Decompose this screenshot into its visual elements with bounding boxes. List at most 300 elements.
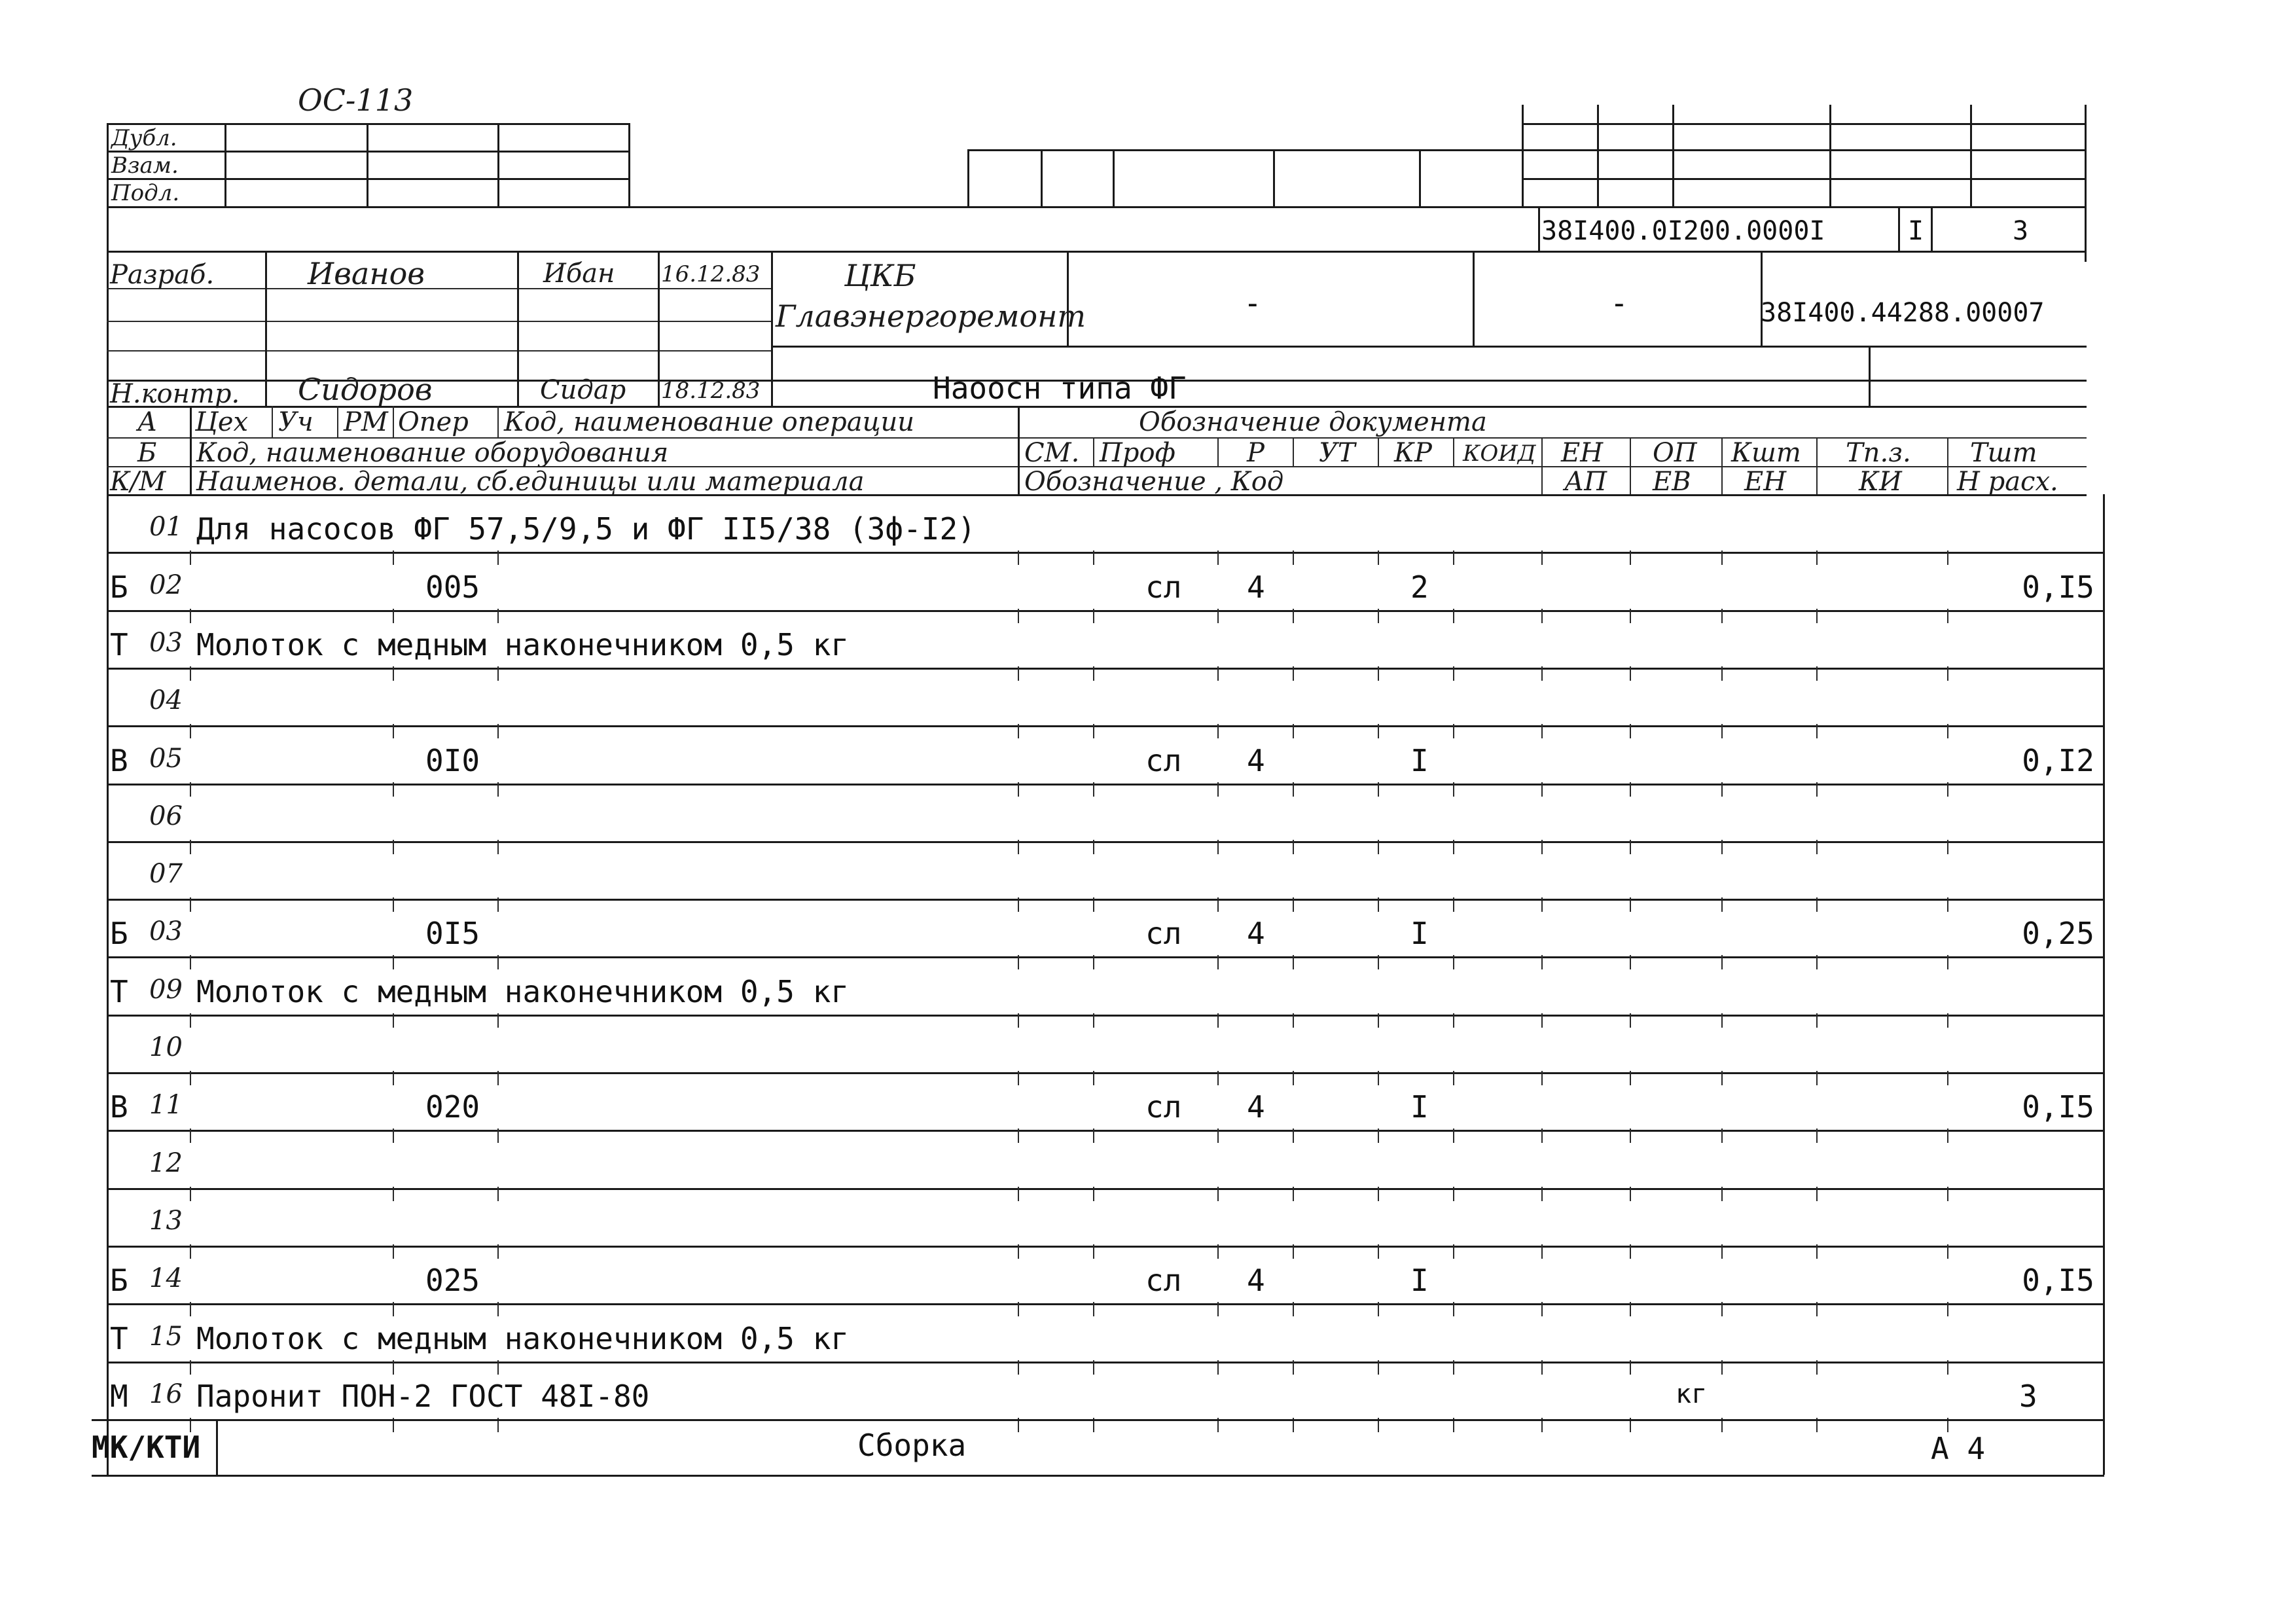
row-qty: 3 [2019,1378,2037,1414]
hdr-equip: Код, наименование оборудования [196,438,669,468]
row-tick [497,782,499,797]
row-tick [1093,550,1094,565]
row-tick [1947,1013,1948,1028]
row-line [107,1188,2103,1190]
hdr-ki: КИ [1859,467,1902,497]
row-line [107,1072,2103,1074]
developer-date: 16.12.83 [661,261,761,287]
hdr-designation: Обозначение , Код [1024,467,1284,497]
hdr-tpz: Тп.з. [1846,438,1911,468]
row-kr: I [1410,916,1429,952]
row-tick [1453,1128,1454,1143]
row-tick [1947,955,1948,969]
row-type: Т [110,626,128,662]
row-tick [1217,1128,1219,1143]
row-tick [1630,1071,1631,1085]
row-tick [393,897,394,912]
row-tick [1721,1013,1723,1028]
row-tick [393,782,394,797]
doc-rev: I [1908,216,1924,246]
norm-date: 18.12.83 [661,378,761,404]
row-tick [497,897,499,912]
row-tick [1816,897,1818,912]
row-tick [1453,897,1454,912]
row-tick [1453,1360,1454,1375]
row-tick [1541,609,1543,623]
row-tick [1721,1071,1723,1085]
row-operation-code: 005 [425,569,480,605]
row-tick [1378,609,1379,623]
row-tick [1816,609,1818,623]
row-tick [1453,1244,1454,1259]
row-number: 15 [149,1321,183,1352]
row-tick [393,1128,394,1143]
row-tick [1541,840,1543,854]
row-tick [1093,724,1094,738]
product-code: 38I400.44288.00007 [1761,298,2045,328]
row-kr: I [1410,1263,1429,1299]
row-kr: I [1410,1089,1429,1125]
row-tick [1293,1071,1294,1085]
format: А 4 [1931,1431,1986,1466]
row-text: Паронит ПОН-2 ГОСТ 48I-80 [196,1378,650,1414]
row-tick [190,1013,191,1028]
row-tick [1018,1302,1019,1316]
row-line [107,610,2103,612]
row-tick [1947,666,1948,681]
row-tick [497,1013,499,1028]
row-tick [393,1360,394,1375]
row-tick [1293,609,1294,623]
row-tick [1947,840,1948,854]
hdr-ap: АП [1564,467,1607,497]
row-tick [1018,897,1019,912]
row-tick [190,897,191,912]
row-tick [1453,1187,1454,1201]
row-tick [1630,1187,1631,1201]
row-tsht: 0,I5 [2022,1089,2094,1125]
row-tick [1947,1302,1948,1316]
row-tick [1293,550,1294,565]
row-line [107,784,2103,785]
row-tick [190,1302,191,1316]
hdr-oper: Опер [398,407,469,437]
hdr-a: А [137,407,158,437]
row-kr: 2 [1410,569,1429,605]
row-line [107,1362,2103,1363]
row-tick [1217,840,1219,854]
row-type: Т [110,973,128,1009]
hdr-ksht: Кшт [1731,438,1801,468]
row-tick [1093,782,1094,797]
row-line [107,552,2103,554]
hdr-ut: УТ [1319,438,1355,468]
row-tick [1378,840,1379,854]
row-tick [497,1071,499,1085]
row-type: Т [110,1320,128,1356]
row-tick [1018,1013,1019,1028]
row-r: 4 [1247,742,1265,778]
row-tick [1816,1013,1818,1028]
row-type: В [110,1089,128,1125]
doc-code: 38I400.0I200.0000I [1541,216,1825,246]
row-number: 02 [149,569,183,600]
row-prof: сл [1145,1089,1182,1125]
row-tick [1541,955,1543,969]
row-prof: сл [1145,569,1182,605]
row-operation-code: 0I5 [425,916,480,952]
row-tick [1018,609,1019,623]
row-tick [1093,1071,1094,1085]
hdr-en: ЕН [1561,438,1604,468]
row-tick [1378,1071,1379,1085]
row-prof: сл [1145,742,1182,778]
stamp-label-dubl: Дубл. [111,125,177,151]
row-line [107,668,2103,670]
row-tick [1217,550,1219,565]
hdr-r: Р [1247,438,1265,468]
row-tick [1630,897,1631,912]
row-tick [1816,1071,1818,1085]
row-line [107,956,2103,958]
row-tick [1217,955,1219,969]
row-r: 4 [1247,1089,1265,1125]
row-tick [497,955,499,969]
row-tick [1541,1244,1543,1259]
row-tick [1293,1187,1294,1201]
row-tick [1217,609,1219,623]
row-tick [1217,1244,1219,1259]
row-tick [1217,1013,1219,1028]
row-tick [1541,897,1543,912]
row-tick [497,609,499,623]
norm-name: Сидоров [298,372,433,407]
row-tick [190,1244,191,1259]
row-number: 03 [149,916,183,947]
row-number: 06 [149,801,183,831]
row-text: Для насосов ФГ 57,5/9,5 и ФГ II5/38 (3ф-I2) [196,511,976,547]
row-tick [1018,782,1019,797]
row-tick [1630,1302,1631,1316]
row-tick [1293,666,1294,681]
row-tick [1541,1360,1543,1375]
row-tick [1453,609,1454,623]
row-tick [1947,724,1948,738]
row-tick [1093,609,1094,623]
row-tick [393,609,394,623]
row-tick [1217,1071,1219,1085]
row-tick [1630,666,1631,681]
norm-sign: Сидар [540,375,626,405]
row-tick [497,1128,499,1143]
row-line [107,725,2103,727]
row-tick [1378,1302,1379,1316]
dash-1: - [1244,285,1262,321]
row-tick [1947,782,1948,797]
row-r: 4 [1247,1263,1265,1299]
row-tick [1018,550,1019,565]
row-text: Молоток с медным наконечником 0,5 кг [196,973,849,1009]
row-tick [1816,1302,1818,1316]
row-tick [190,1360,191,1375]
row-tick [1816,1128,1818,1143]
row-operation-code: 020 [425,1089,480,1125]
row-tick [1093,1128,1094,1143]
row-number: 13 [149,1205,183,1236]
row-type: Б [110,916,128,952]
row-tick [1093,1013,1094,1028]
row-tick [1947,1244,1948,1259]
hdr-rm: РМ [344,407,388,437]
row-tick [190,1071,191,1085]
row-type: Б [110,569,128,605]
hdr-kr: КР [1394,438,1432,468]
row-tick [393,666,394,681]
row-tick [1721,782,1723,797]
hdr-op-name: Код, наименование операции [504,407,915,437]
row-tick [1378,1128,1379,1143]
row-line [107,1015,2103,1017]
row-number: 12 [149,1147,183,1178]
row-tick [1018,840,1019,854]
row-tick [190,840,191,854]
row-tick [1293,1360,1294,1375]
row-tick [1378,724,1379,738]
row-tick [1816,1360,1818,1375]
row-tick [1453,840,1454,854]
row-tick [497,1302,499,1316]
row-tick [1217,1187,1219,1201]
row-tick [190,782,191,797]
row-tick [1293,1302,1294,1316]
row-tick [1630,1013,1631,1028]
row-tick [1630,1244,1631,1259]
row-tick [1093,1187,1094,1201]
hdr-ceh: Цех [195,407,249,437]
row-tick [190,955,191,969]
row-number: 01 [149,512,183,543]
row-tick [1541,1187,1543,1201]
row-tick [1947,1187,1948,1201]
row-tick [393,1187,394,1201]
row-text: Молоток с медным наконечником 0,5 кг [196,626,849,662]
row-tsht: 0,I2 [2022,742,2094,778]
row-tick [1630,782,1631,797]
stamp-label-vzam: Взам. [111,153,179,179]
row-tick [1453,1013,1454,1028]
row-line [107,1303,2103,1305]
row-tick [1816,840,1818,854]
row-tick [1947,609,1948,623]
row-tick [1378,666,1379,681]
row-tick [1721,724,1723,738]
row-tick [1816,1187,1818,1201]
row-tick [1453,782,1454,797]
row-tick [1947,550,1948,565]
hdr-eh: ЕН [1744,467,1787,497]
row-tick [1721,1360,1723,1375]
row-tick [1947,1071,1948,1085]
row-tick [1378,1187,1379,1201]
row-tick [1217,782,1219,797]
row-tick [1630,1360,1631,1375]
row-unit: кг [1676,1379,1708,1409]
row-type: В [110,742,128,778]
row-number: 03 [149,627,183,658]
row-tick [1217,724,1219,738]
row-tick [393,550,394,565]
hdr-koid: КОИД [1463,441,1536,467]
row-tick [1293,1128,1294,1143]
row-tick [1816,550,1818,565]
row-tick [1453,955,1454,969]
hdr-b: Б [137,438,157,468]
row-tick [1541,782,1543,797]
row-tick [1721,1187,1723,1201]
row-tick [1721,609,1723,623]
row-tick [1816,955,1818,969]
row-tick [1293,724,1294,738]
row-tick [1018,955,1019,969]
row-tick [1293,1013,1294,1028]
hdr-nrash: Н расх. [1957,467,2058,497]
row-tick [1018,1071,1019,1085]
row-tick [1453,1302,1454,1316]
product-name: Наоосн типа ФГ [933,370,1187,406]
row-tick [1721,1302,1723,1316]
hdr-sm: СМ. [1024,438,1080,468]
row-tick [1541,666,1543,681]
row-tick [1541,550,1543,565]
row-tick [1947,1128,1948,1143]
row-tick [1018,666,1019,681]
row-line [107,899,2103,901]
row-number: 05 [149,743,183,774]
row-tick [1721,550,1723,565]
row-tick [1093,1244,1094,1259]
row-tick [1541,1071,1543,1085]
row-tick [393,1244,394,1259]
footer-title: Сборка [857,1428,967,1463]
row-tick [1541,1128,1543,1143]
row-tick [1093,840,1094,854]
row-tick [1018,1187,1019,1201]
developer-name: Иванов [308,256,425,291]
row-tick [1093,1302,1094,1316]
row-tick [1293,782,1294,797]
row-tick [393,955,394,969]
row-tick [1453,550,1454,565]
row-tick [1453,666,1454,681]
form-code: МК/КТИ [92,1430,201,1465]
developer-sign: Ибан [543,259,615,289]
row-number: 04 [149,685,183,716]
norm-label: Н.контр. [110,379,240,409]
row-text: Молоток с медным наконечником 0,5 кг [196,1320,849,1356]
row-r: 4 [1247,916,1265,952]
row-tick [1378,897,1379,912]
row-tick [393,1302,394,1316]
row-line [107,1246,2103,1248]
row-operation-code: 025 [425,1263,480,1299]
row-tick [190,1187,191,1201]
row-tick [497,1360,499,1375]
row-tick [190,1128,191,1143]
row-tick [190,724,191,738]
row-tick [497,724,499,738]
stamp-label-podl: Подл. [111,180,180,206]
row-tick [1816,724,1818,738]
row-tsht: 0,I5 [2022,569,2094,605]
row-number: 09 [149,974,183,1005]
row-number: 10 [149,1032,183,1062]
row-tsht: 0,I5 [2022,1263,2094,1299]
row-prof: сл [1145,1263,1182,1299]
hdr-tsht: Тшт [1970,438,2037,468]
row-type: М [110,1378,128,1414]
row-tick [1018,1244,1019,1259]
row-tick [393,840,394,854]
row-number: 16 [149,1379,183,1409]
row-tick [190,550,191,565]
row-tick [1721,955,1723,969]
row-tick [1293,897,1294,912]
row-tick [1453,1071,1454,1085]
row-kr: I [1410,742,1429,778]
row-tick [1378,955,1379,969]
row-number: 14 [149,1263,183,1294]
row-line [107,841,2103,843]
row-tick [1541,724,1543,738]
row-tick [1816,1244,1818,1259]
row-tick [1378,550,1379,565]
row-prof: сл [1145,916,1182,952]
row-tick [1630,955,1631,969]
row-tick [1093,1360,1094,1375]
row-tick [1378,782,1379,797]
row-tick [1721,666,1723,681]
row-tick [497,1187,499,1201]
hdr-prof: Проф [1100,438,1175,468]
row-tick [1093,955,1094,969]
row-number: 11 [149,1090,183,1121]
row-tick [1630,1128,1631,1143]
row-tick [1630,609,1631,623]
row-tick [1217,897,1219,912]
row-type: Б [110,1263,128,1299]
row-tick [1378,1360,1379,1375]
row-tick [497,1244,499,1259]
hdr-material: Наименов. детали, сб.единицы или материала [196,467,865,497]
row-tick [1378,1244,1379,1259]
row-tick [1630,550,1631,565]
row-tick [1630,724,1631,738]
hdr-doc: Обозначение документа [1139,407,1487,437]
org-full: Главэнергоремонт [776,298,1086,334]
row-tick [1093,897,1094,912]
row-tick [1018,1128,1019,1143]
hdr-km: К/М [110,467,166,497]
row-tick [497,550,499,565]
row-tick [1217,1360,1219,1375]
row-tick [393,1013,394,1028]
row-tick [1541,1302,1543,1316]
row-tick [1947,897,1948,912]
row-tick [1378,1013,1379,1028]
row-tick [190,609,191,623]
row-operation-code: 0I0 [425,742,480,778]
row-r: 4 [1247,569,1265,605]
